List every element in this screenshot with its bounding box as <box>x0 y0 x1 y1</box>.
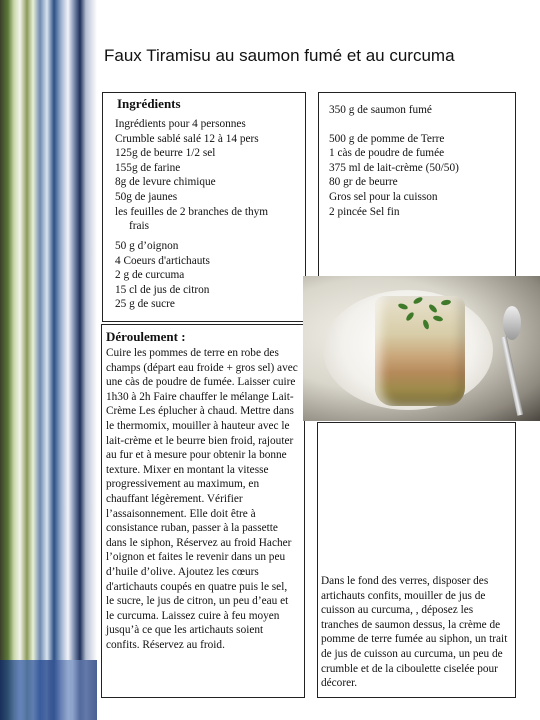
spoon-handle-image <box>501 336 524 415</box>
ingredient-line: 350 g de saumon fumé <box>329 104 432 116</box>
deroulement-text: Cuire les pommes de terre en robe des champs (départ eau froide + gros sel) avec une càs de poudre de fumée. Laisser cuire 1h30 à 2h Faire chauffer le mélange Lait-Crème Les éplucher à chaud. Mettre dans le thermomix, mouiller à hauteur avec le lait-crème et le beurre bien froid, rajouter au fur et à mesure pour obtenir la bonne texture. Mixer en montant la vitesse progressivement au maximum, en chauffant légèrement. Vérifier l’assaisonnement. Elle doit être à consistance ruban, passer à la passette dans le siphon, Réservez au froid Hacher l’oignon et faites le revenir dans un peu d’huile d’olive. Ajoutez les cœurs d'artichauts coupés en quatre puis le sel, le sucre, le jus de citron, un peu d’eau et le curcuma. Laissez cuire à feu moyen jusqu’à ce que les artichauts soient confits. Réservez au froid. <box>106 347 298 651</box>
ingredient-line: 1 càs de poudre de fumée <box>329 147 445 160</box>
spoon-image <box>503 306 521 340</box>
ingredient-line: 25 g de sucre <box>115 298 175 311</box>
ingredients-box <box>102 92 306 322</box>
ingredients-list-secondary <box>115 239 295 312</box>
verrine-glass-image <box>375 296 465 406</box>
ingredient-line: 2 pincée Sel fin <box>329 205 400 218</box>
ingredient-line: 2 g de curcuma <box>115 269 185 282</box>
ingredient-line: 50 g d’oignon <box>115 240 179 252</box>
ingredient-line: 8g de levure chimique <box>115 176 216 189</box>
ingredient-line: Gros sel pour la cuisson <box>329 190 438 203</box>
assembly-text: Dans le fond des verres, disposer des artichauts confits, mouiller de jus de cuisson au curcuma, , déposez les tranches de saumon dessus, la crème de pomme de terre fumée au siphon, un trait de jus de cuisson au curcuma, un peu de crumble et de la ciboulette ciselée pour décorer. <box>321 575 508 690</box>
ingredient-line: frais <box>129 220 150 233</box>
ingredient-line: 155g de farine <box>115 161 181 174</box>
ingredients-list <box>115 117 295 234</box>
ingredients-heading: Ingrédients <box>117 96 181 111</box>
ingredient-line: 500 g de pomme de Terre <box>329 132 445 145</box>
ingredient-line: 4 Coeurs d'artichauts <box>115 254 210 267</box>
salmon-potato-ingredients-box <box>318 92 516 278</box>
deroulement-box <box>101 324 305 698</box>
ingredient-line: Crumble sablé salé 12 à 14 pers <box>115 132 259 145</box>
ingredient-line: 80 gr de beurre <box>329 176 398 189</box>
ingredient-line: Ingrédients pour 4 personnes <box>115 118 246 130</box>
salmon-potato-list <box>329 103 509 219</box>
dish-photo <box>303 276 540 421</box>
ingredient-line: 125g de beurre 1/2 sel <box>115 147 216 160</box>
page-title: Faux Tiramisu au saumon fumé et au curcuma <box>104 46 455 65</box>
ingredient-line: les feuilles de 2 branches de thym <box>115 205 269 218</box>
ingredient-line: 50g de jaunes <box>115 190 178 203</box>
assembly-box <box>317 422 516 698</box>
ingredient-line: 375 ml de lait-crème (50/50) <box>329 161 459 174</box>
ingredient-line: 15 cl de jus de citron <box>115 283 210 296</box>
decorative-stripes <box>0 0 97 720</box>
deroulement-heading: Déroulement : <box>106 329 186 344</box>
